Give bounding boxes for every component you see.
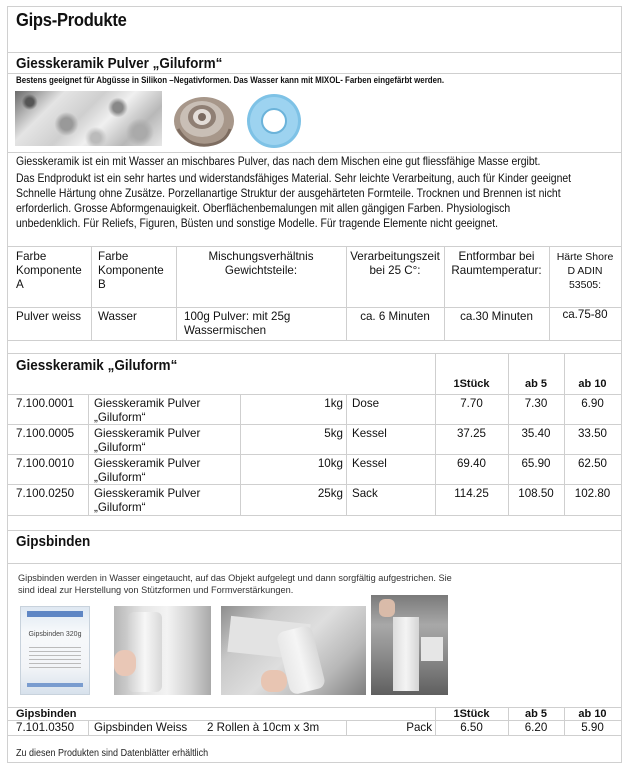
- price-table-title: Gipsbinden: [16, 708, 77, 720]
- product-name: Giesskeramik Pulver „Giluform“: [94, 487, 201, 514]
- divider: [8, 152, 621, 153]
- spec-header-mischung: Mischungsverhältnis Gewichtsteile:: [208, 250, 314, 277]
- art-nr: 7.101.0350: [16, 721, 75, 734]
- col-header-ab10: ab 10: [578, 378, 607, 390]
- divider: [8, 52, 621, 53]
- section-title-gipsbinden: Gipsbinden: [16, 533, 91, 550]
- product-name: Giesskeramik Pulver „Giluform“: [94, 397, 201, 424]
- product-name: Gipsbinden Weiss: [94, 721, 188, 734]
- price-10: 5.90: [581, 721, 604, 734]
- description-line: unbedenklich. Für Reliefs, Figuren, Büsten und sonstige Modelle. Für tragende Elemente nicht geeignet.: [16, 217, 499, 230]
- price-5: 7.30: [524, 397, 548, 410]
- size: 1kg: [324, 397, 343, 410]
- price-table-title: Giesskeramik „Giluform“: [16, 357, 178, 374]
- price-5: 35.40: [521, 427, 551, 440]
- price-5: 65.90: [521, 457, 551, 470]
- size: 10kg: [317, 457, 343, 470]
- spec-value-farbe-b: Wasser: [98, 310, 137, 323]
- section-title-giesskeramik-pulver: Giesskeramik Pulver „Giluform“: [16, 55, 223, 72]
- pack-type: Pack: [406, 721, 432, 734]
- divider: [8, 340, 621, 341]
- divider: [8, 73, 621, 74]
- spec-header-verarbeitung: Verarbeitungszeit bei 25 C°:: [350, 250, 440, 277]
- product-name: Giesskeramik Pulver „Giluform“: [94, 427, 201, 454]
- price-10: 6.90: [581, 397, 604, 410]
- spec-value-entformbar: ca.30 Minuten: [460, 310, 533, 323]
- divider: [8, 530, 621, 531]
- roll-in-hand-photo: [114, 606, 211, 695]
- divider: [8, 563, 621, 564]
- blue-ring-photo: [244, 91, 304, 151]
- size: 5kg: [324, 427, 343, 440]
- page-title: Gips-Produkte: [16, 10, 127, 30]
- spec-header-entformbar: Entformbar bei Raumtemperatur:: [451, 250, 542, 277]
- art-nr: 7.100.0010: [16, 457, 75, 470]
- spec-value-haerte: ca.75-80: [562, 308, 608, 321]
- description-line: Giesskeramik ist ein mit Wasser an mischbares Pulver, das nach dem Mischen eine gut fliessfähige Masse ergibt.: [16, 155, 541, 168]
- price-10: 102.80: [574, 487, 611, 500]
- divider: [8, 307, 621, 308]
- spec-header-farbe-b: Farbe Komponente B: [98, 250, 164, 291]
- price-1: 69.40: [456, 457, 486, 470]
- spec-value-farbe-a: Pulver weiss: [16, 310, 82, 323]
- rose-figure-photo: [168, 89, 238, 151]
- gipsbinden-text-line: Gipsbinden werden in Wasser eingetaucht, auf das Objekt aufgelegt und dann sorgfältig aufgestrichen. Sie: [18, 573, 452, 583]
- col-header-ab10: ab 10: [578, 708, 607, 720]
- powder-photo: [15, 91, 162, 146]
- pack-type: Dose: [352, 397, 380, 410]
- spec-value-verarbeitung: ca. 6 Minuten: [360, 310, 430, 323]
- size: 25kg: [317, 487, 343, 500]
- description-line: erforderlich. Grosse Abformgenauigkeit. Oberflächenbemalungen mit allen gängigen Farben. Physiologisch: [16, 202, 511, 215]
- cutting-photo: [371, 595, 448, 695]
- pack-type: Kessel: [352, 427, 387, 440]
- price-1: 114.25: [454, 487, 489, 500]
- price-10: 33.50: [577, 427, 607, 440]
- strips-photo: [221, 606, 366, 695]
- spec-value-mischung: 100g Pulver: mit 25g Wassermischen: [184, 310, 291, 337]
- section-subtitle: Bestens geeignet für Abgüsse in Silikon –Negativformen. Das Wasser kann mit MIXOL- Farben eingefärbt werden.: [16, 75, 445, 85]
- pack-type: Kessel: [352, 457, 387, 470]
- col-header-ab5: ab 5: [524, 378, 547, 390]
- art-nr: 7.100.0250: [16, 487, 75, 500]
- art-nr: 7.100.0001: [16, 397, 75, 410]
- gipsbinden-text-line: sind ideal zur Herstellung von Stützformen und Formverstärkungen.: [18, 585, 294, 595]
- footer-note: Zu diesen Produkten sind Datenblätter erhältlich: [16, 748, 209, 759]
- col-header-ab5: ab 5: [524, 708, 547, 720]
- divider: [8, 353, 621, 354]
- price-5: 108.50: [518, 487, 554, 500]
- price-1: 37.25: [456, 427, 486, 440]
- spec-header-farbe-a: Farbe Komponente A: [16, 250, 82, 291]
- col-header-1stueck: 1Stück: [453, 708, 490, 720]
- description-line: Das Endprodukt ist ein sehr hartes und widerstandsfähiges Material. Sehr leichte Verarbeitung, auch für Kinder geeignet: [16, 172, 572, 185]
- document-page: [7, 6, 622, 763]
- col-header-1stueck: 1Stück: [453, 378, 490, 390]
- product-desc: 2 Rollen à 10cm x 3m: [207, 721, 320, 734]
- price-5: 6.20: [524, 721, 548, 734]
- divider: [8, 246, 621, 247]
- package-photo: [20, 606, 90, 695]
- price-10: 62.50: [577, 457, 607, 470]
- pack-type: Sack: [352, 487, 378, 500]
- product-name: Giesskeramik Pulver „Giluform“: [94, 457, 201, 484]
- spec-header-haerte: Härte Shore D ADIN 53505:: [556, 251, 614, 291]
- art-nr: 7.100.0005: [16, 427, 75, 440]
- description-line: Schnelle Härtung ohne Zusätze. Porzellanartige Struktur der ausgehärteten Formteile. Trocknen und Brennen ist nicht: [16, 187, 561, 200]
- price-1: 6.50: [460, 721, 483, 734]
- package-label: Gipsbinden 320g: [28, 631, 82, 638]
- price-1: 7.70: [460, 397, 483, 410]
